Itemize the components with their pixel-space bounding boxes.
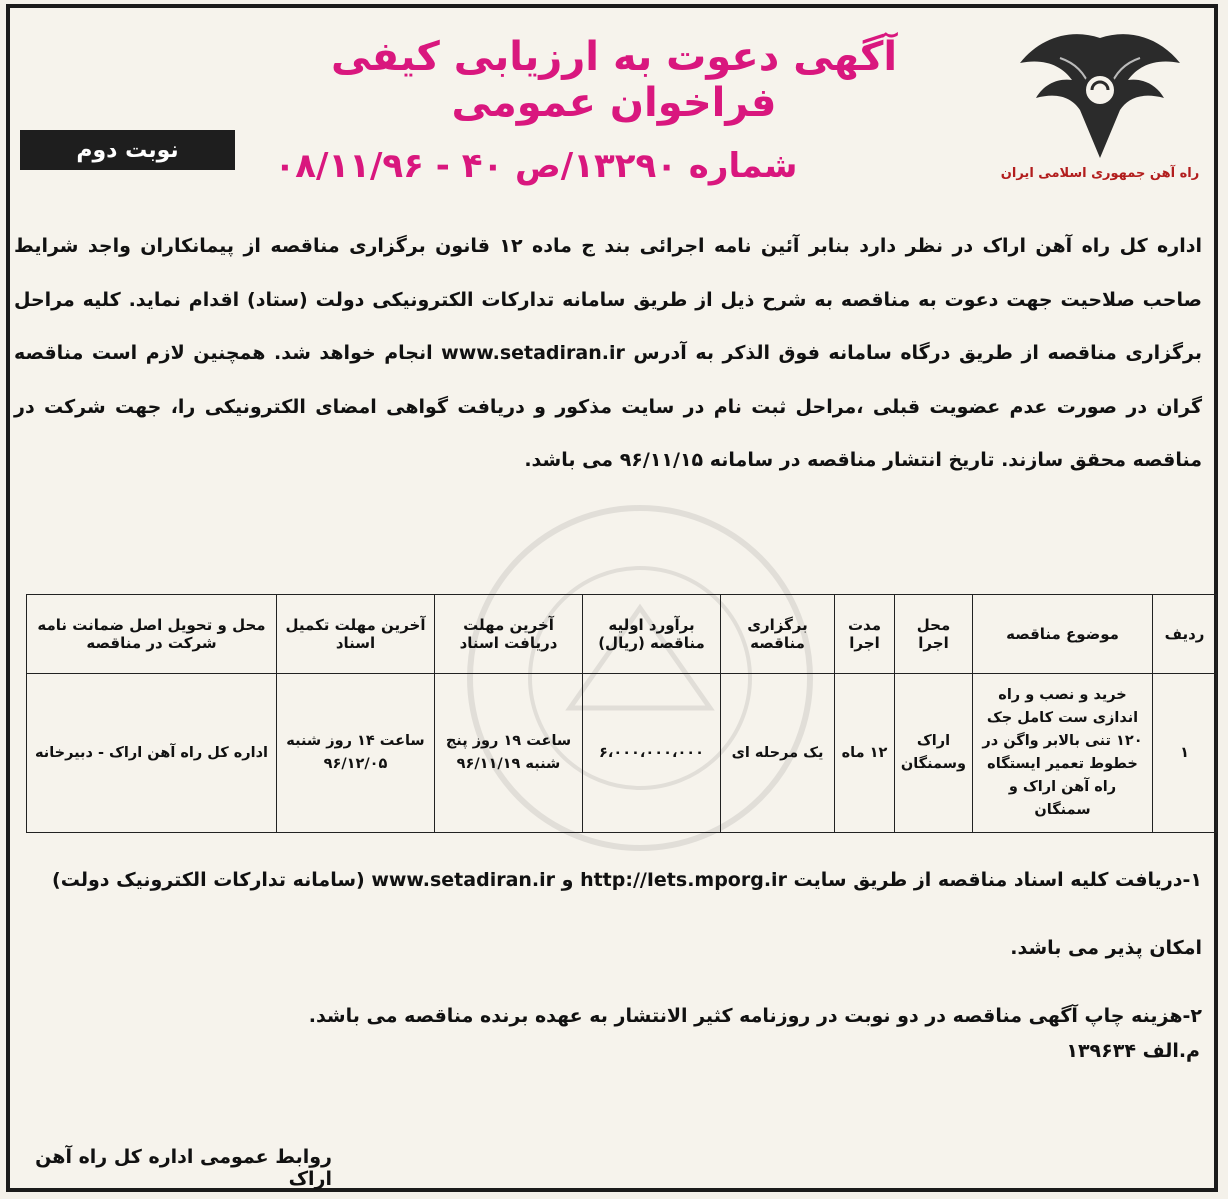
note-1-text-c: (سامانه تدارکات الکترونیک دولت) xyxy=(52,869,372,891)
header-estimate: برآورد اولیه مناقصه (ریال) xyxy=(583,595,721,674)
cell-duration: ۱۲ ماه xyxy=(835,674,895,833)
header-complete-deadline: آخرین مهلت تکمیل اسناد xyxy=(277,595,435,674)
cell-complete-deadline: ساعت ۱۴ روز شنبه ۹۶/۱۲/۰۵ xyxy=(277,674,435,833)
table-row xyxy=(27,674,1217,833)
setad-url-link-2[interactable]: www.setadiran.ir xyxy=(371,869,556,891)
header-subject: موضوع مناقصه xyxy=(973,595,1153,674)
header-method: برگزاری مناقصه xyxy=(721,595,835,674)
tender-table xyxy=(26,594,1217,833)
intro-text-part1: اداره کل راه آهن اراک در نظر دارد بنابر آئین نامه اجرائی بند ج ماده ۱۲ قانون برگزاری مناقصه از پیمانکاران واجد شرایط صاحب صلاحیت جهت دعوت به مناقصه به شرح ذیل از طریق سامانه تدارکات الکترونیکی دولت (ستاد) اقدام نماید. کلیه مراحل برگزاری مناقصه از طریق درگاه سامانه فوق الذکر به آدرس xyxy=(14,235,1202,364)
cell-subject: خرید و نصب و راه اندازی ست کامل جک ۱۲۰ تنی بالابر واگن در خطوط تعمیر ایستگاه راه آهن اراک و سمنگان xyxy=(973,674,1153,833)
cell-estimate: ۶،۰۰۰،۰۰۰،۰۰۰ xyxy=(583,674,721,833)
logo-caption: راه آهن جمهوری اسلامی ایران xyxy=(1000,166,1200,181)
note-1 xyxy=(12,846,1202,914)
reference-number: م.الف ۱۳۹۶۳۴ xyxy=(1066,1040,1200,1062)
table-header-row xyxy=(27,595,1217,674)
header-duration: مدت اجرا xyxy=(835,595,895,674)
notice-headline: آگهی دعوت به ارزیابی کیفی فراخوان عمومی xyxy=(330,34,898,126)
cell-method: یک مرحله ای xyxy=(721,674,835,833)
intro-paragraph xyxy=(14,220,1202,488)
notes-section xyxy=(12,846,1202,1050)
cell-place: اراک وسمنگان xyxy=(895,674,973,833)
setad-url-link[interactable]: www.setadiran.ir xyxy=(441,342,625,364)
header-delivery: محل و تحویل اصل ضمانت نامه شرکت در مناقصه xyxy=(27,595,277,674)
note-1-continued: امکان پذیر می باشد. xyxy=(1010,937,1202,959)
second-round-badge: نوبت دوم xyxy=(20,130,235,170)
note-1-text-a: ۱-دریافت کلیه اسناد مناقصه از طریق سایت xyxy=(786,869,1202,891)
notice-page xyxy=(6,4,1218,1192)
footer-signature: روابط عمومی اداره کل راه آهن اراک xyxy=(35,1146,332,1190)
intro-text-part2: انجام خواهد شد. همچنین لازم است مناقصه گران در صورت عدم عضویت قبلی ،مراحل ثبت نام در سایت مذکور و دریافت گواهی امضای الکترونیکی را، جهت شرکت در مناقصه محقق سازند. تاریخ انتشار مناقصه در سامانه ۹۶/۱۱/۱۵ می باشد. xyxy=(14,342,1202,471)
cell-row-number: ۱ xyxy=(1153,674,1217,833)
header-place: محل اجرا xyxy=(895,595,973,674)
cell-delivery: اداره کل راه آهن اراک - دبیرخانه xyxy=(27,674,277,833)
cell-receive-deadline: ساعت ۱۹ روز پنج شنبه ۹۶/۱۱/۱۹ xyxy=(435,674,583,833)
note-1-text-b: و xyxy=(555,869,581,891)
header-receive-deadline: آخرین مهلت دریافت اسناد xyxy=(435,595,583,674)
railway-logo xyxy=(1000,18,1200,193)
notice-number: شماره ۱۳۲۹۰/ص ۴۰ - ۰۸/۱۱/۹۶ xyxy=(274,146,798,186)
note-2: ۲-هزینه چاپ آگهی مناقصه در دو نوبت در روزنامه کثیر الانتشار به عهده برنده مناقصه می باشد. xyxy=(308,1005,1202,1027)
winged-emblem-icon xyxy=(1000,18,1200,168)
header-row-number: ردیف xyxy=(1153,595,1217,674)
iets-url-link[interactable]: http://Iets.mporg.ir xyxy=(580,869,787,891)
